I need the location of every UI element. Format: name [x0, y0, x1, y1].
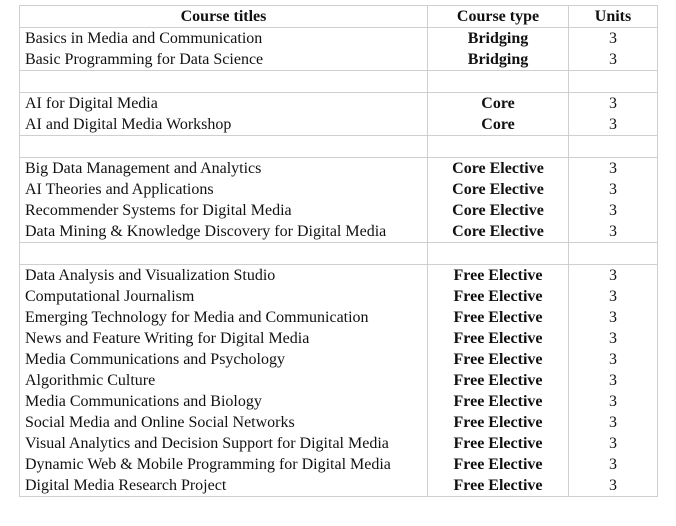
course-title-cell: Big Data Management and Analytics — [20, 158, 428, 180]
table-row — [20, 328, 658, 349]
table-row — [20, 307, 658, 328]
course-units-cell: 3 — [569, 370, 658, 391]
course-title-cell: Media Communications and Biology — [20, 391, 428, 412]
course-table — [19, 5, 658, 497]
course-units-cell: 3 — [569, 433, 658, 454]
table-row — [20, 454, 658, 475]
table-row — [20, 200, 658, 221]
course-type-cell: Free Elective — [428, 433, 569, 454]
table-row — [20, 114, 658, 136]
course-units-cell: 3 — [569, 454, 658, 475]
table-row — [20, 158, 658, 180]
header-course-titles: Course titles — [20, 6, 428, 28]
course-units-cell: 3 — [569, 179, 658, 200]
table-row — [20, 179, 658, 200]
spacer-cell — [569, 136, 658, 158]
course-title-cell: Data Analysis and Visualization Studio — [20, 265, 428, 287]
course-title-cell: Basics in Media and Communication — [20, 28, 428, 50]
course-type-cell: Free Elective — [428, 349, 569, 370]
table-row — [20, 349, 658, 370]
table-row — [20, 93, 658, 115]
course-title-cell: AI for Digital Media — [20, 93, 428, 115]
header-row — [20, 6, 658, 28]
table-row — [20, 433, 658, 454]
course-units-cell: 3 — [569, 328, 658, 349]
course-type-cell: Free Elective — [428, 370, 569, 391]
spacer-cell — [428, 136, 569, 158]
course-title-cell: Computational Journalism — [20, 286, 428, 307]
course-units-cell: 3 — [569, 265, 658, 287]
course-type-cell: Free Elective — [428, 475, 569, 497]
spacer-cell — [569, 71, 658, 93]
course-units-cell: 3 — [569, 475, 658, 497]
course-type-cell: Core — [428, 93, 569, 115]
group-spacer-row — [20, 243, 658, 265]
course-type-cell: Core Elective — [428, 158, 569, 180]
course-type-cell: Core Elective — [428, 200, 569, 221]
spacer-cell — [20, 243, 428, 265]
course-units-cell: 3 — [569, 349, 658, 370]
course-type-cell: Bridging — [428, 28, 569, 50]
course-units-cell: 3 — [569, 93, 658, 115]
course-title-cell: Data Mining & Knowledge Discovery for Digital Media — [20, 221, 428, 243]
course-type-cell: Free Elective — [428, 307, 569, 328]
table-row — [20, 370, 658, 391]
table-row — [20, 49, 658, 71]
course-units-cell: 3 — [569, 391, 658, 412]
course-units-cell: 3 — [569, 412, 658, 433]
table-row — [20, 391, 658, 412]
course-title-cell: Emerging Technology for Media and Communication — [20, 307, 428, 328]
spacer-cell — [20, 71, 428, 93]
course-type-cell: Free Elective — [428, 412, 569, 433]
group-spacer-row — [20, 136, 658, 158]
course-title-cell: Media Communications and Psychology — [20, 349, 428, 370]
header-units: Units — [569, 6, 658, 28]
course-type-cell: Core Elective — [428, 221, 569, 243]
course-title-cell: Algorithmic Culture — [20, 370, 428, 391]
table-row — [20, 412, 658, 433]
table-row — [20, 265, 658, 287]
course-type-cell: Free Elective — [428, 391, 569, 412]
spacer-cell — [20, 136, 428, 158]
table-row — [20, 221, 658, 243]
course-title-cell: Recommender Systems for Digital Media — [20, 200, 428, 221]
course-units-cell: 3 — [569, 28, 658, 50]
course-units-cell: 3 — [569, 49, 658, 71]
course-type-cell: Free Elective — [428, 286, 569, 307]
course-units-cell: 3 — [569, 286, 658, 307]
spacer-cell — [428, 243, 569, 265]
course-type-cell: Core Elective — [428, 179, 569, 200]
spacer-cell — [428, 71, 569, 93]
course-type-cell: Bridging — [428, 49, 569, 71]
course-title-cell: Social Media and Online Social Networks — [20, 412, 428, 433]
course-units-cell: 3 — [569, 114, 658, 136]
course-units-cell: 3 — [569, 158, 658, 180]
course-title-cell: AI Theories and Applications — [20, 179, 428, 200]
table-row — [20, 475, 658, 497]
table-row — [20, 286, 658, 307]
course-type-cell: Free Elective — [428, 328, 569, 349]
course-type-cell: Free Elective — [428, 454, 569, 475]
course-title-cell: Digital Media Research Project — [20, 475, 428, 497]
course-title-cell: News and Feature Writing for Digital Media — [20, 328, 428, 349]
course-units-cell: 3 — [569, 200, 658, 221]
course-units-cell: 3 — [569, 307, 658, 328]
table-row — [20, 28, 658, 50]
group-spacer-row — [20, 71, 658, 93]
course-units-cell: 3 — [569, 221, 658, 243]
course-title-cell: Dynamic Web & Mobile Programming for Digital Media — [20, 454, 428, 475]
course-title-cell: AI and Digital Media Workshop — [20, 114, 428, 136]
course-table-body — [20, 28, 658, 497]
spacer-cell — [569, 243, 658, 265]
course-title-cell: Visual Analytics and Decision Support for Digital Media — [20, 433, 428, 454]
course-type-cell: Free Elective — [428, 265, 569, 287]
course-title-cell: Basic Programming for Data Science — [20, 49, 428, 71]
header-course-type: Course type — [428, 6, 569, 28]
course-type-cell: Core — [428, 114, 569, 136]
